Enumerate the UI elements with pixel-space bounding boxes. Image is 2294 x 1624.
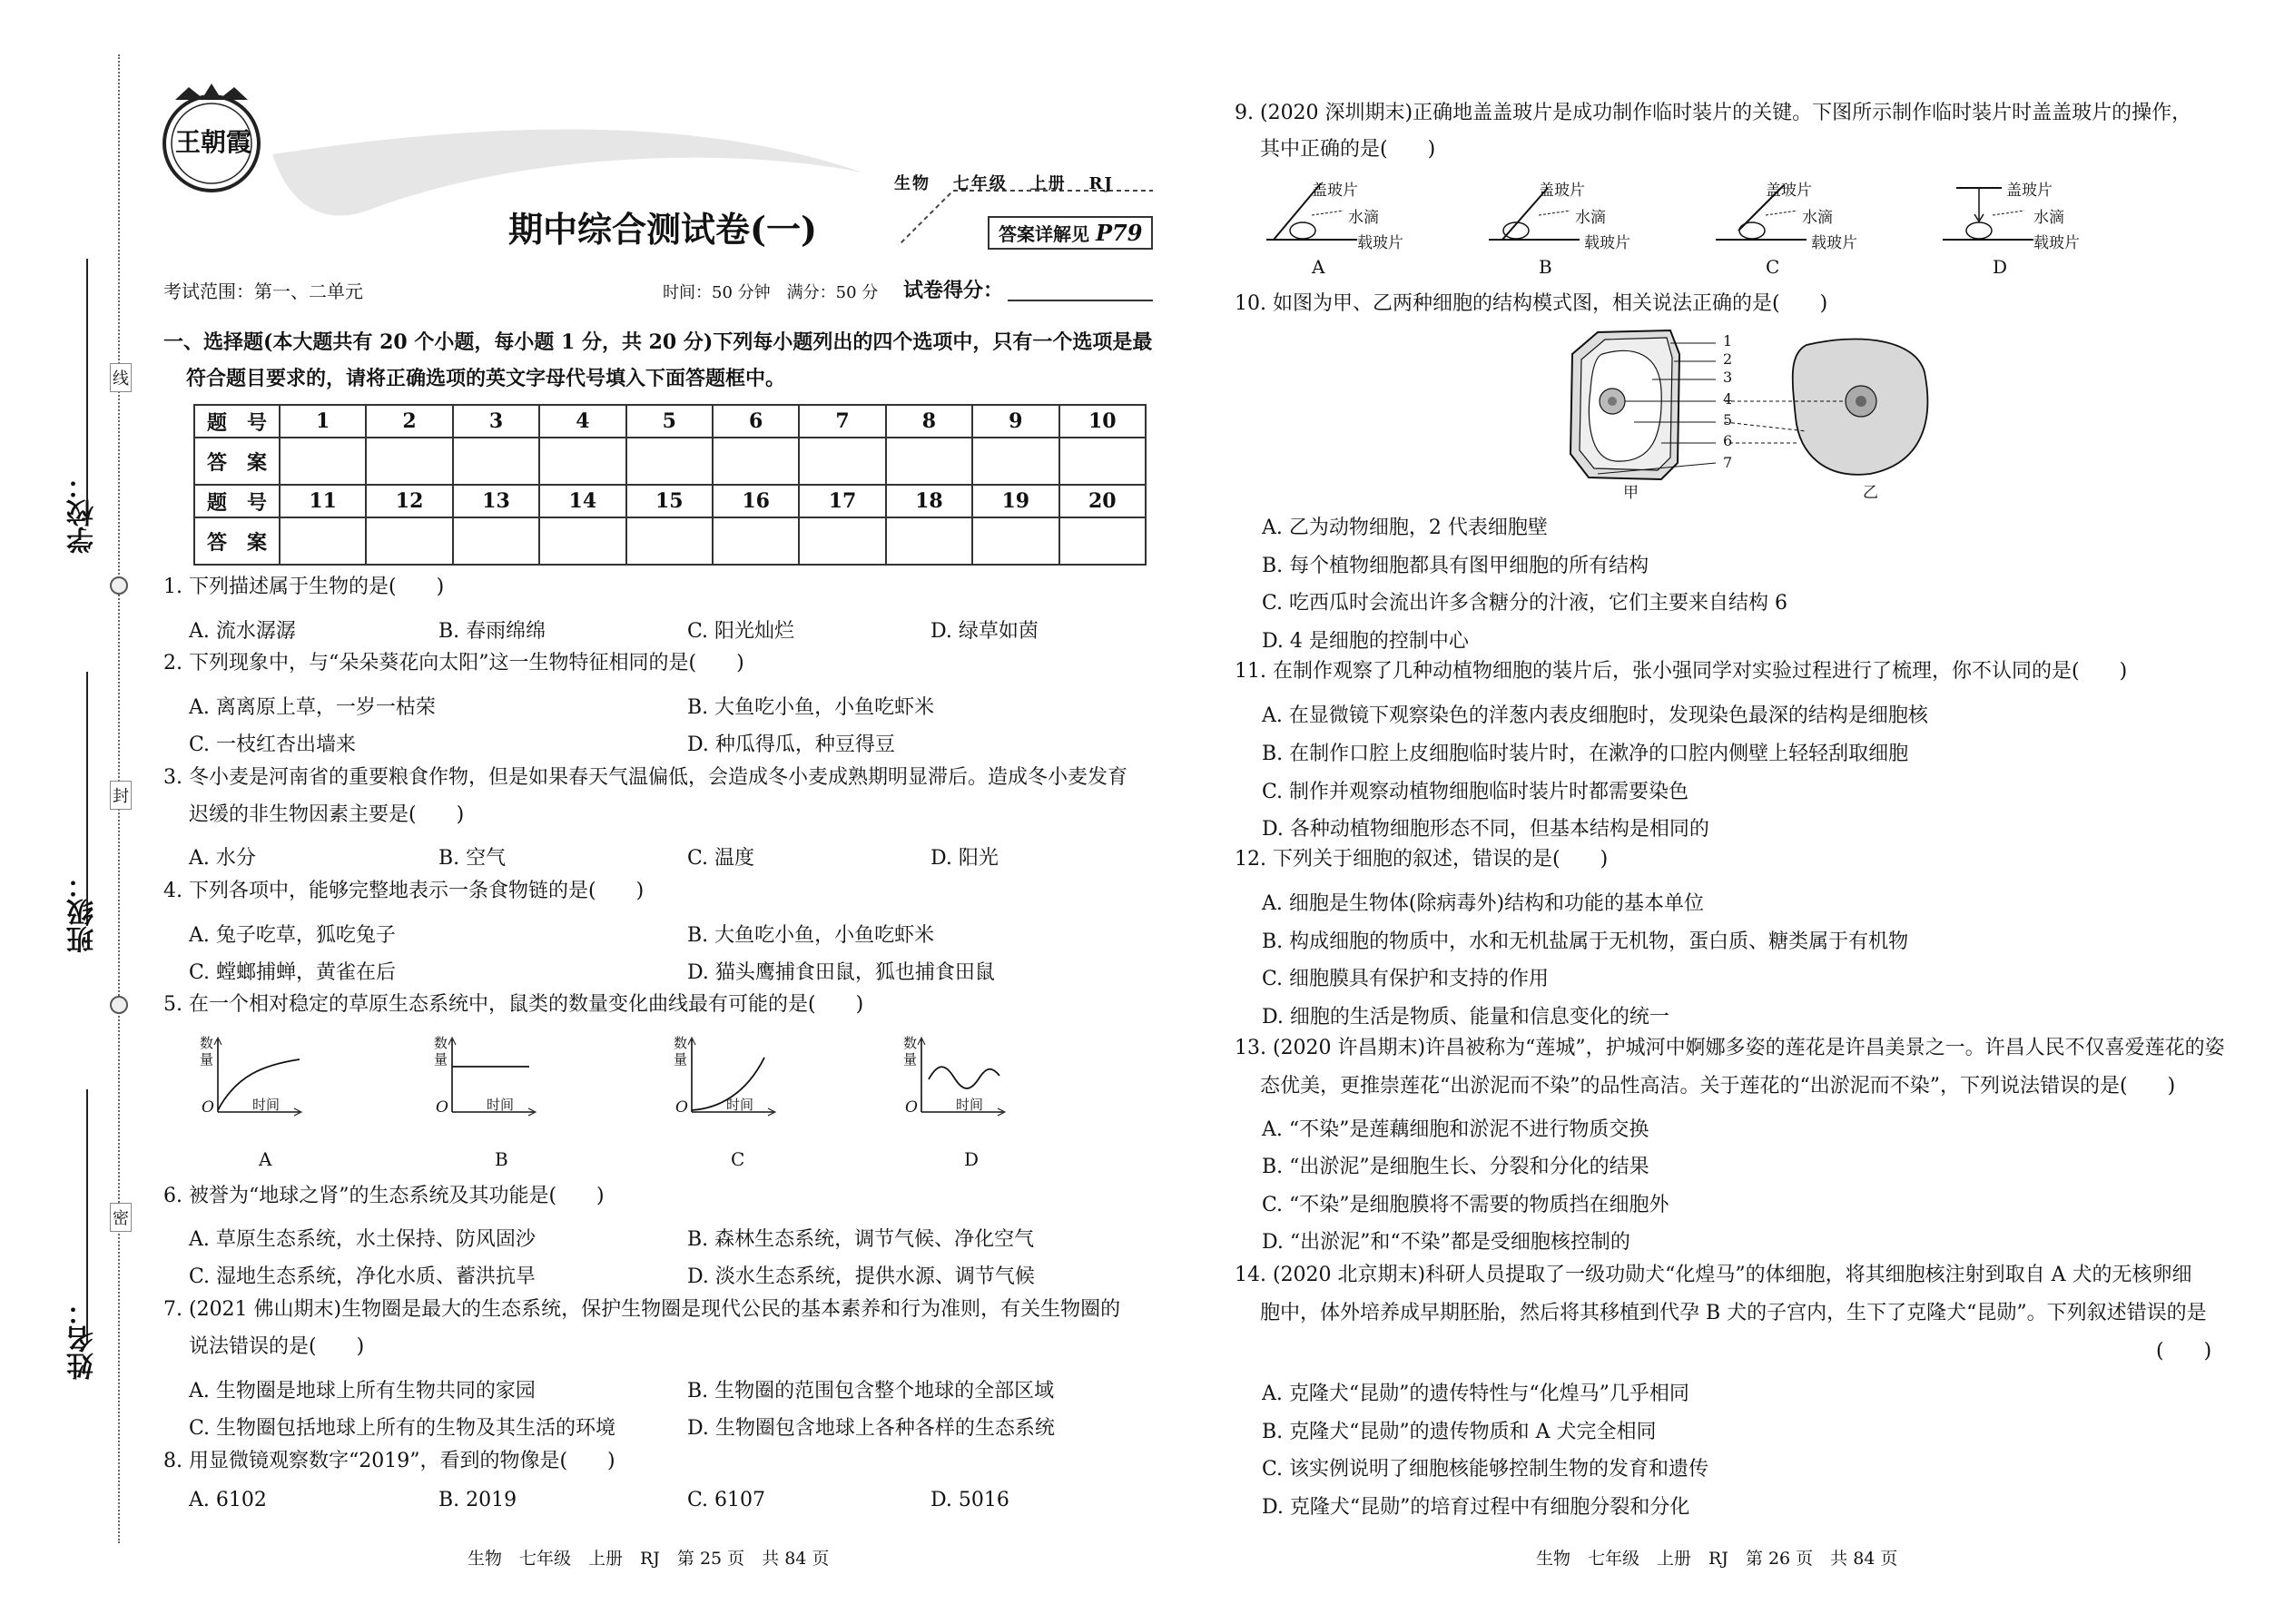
question-stem: 6. 被誉为“地球之肾”的生态系统及其功能是( ) bbox=[163, 1185, 605, 1207]
question-stem: 4. 下列各项中，能够完整地表示一条食物链的是( ) bbox=[163, 880, 645, 902]
option[interactable]: A. 水分 bbox=[189, 847, 256, 870]
option[interactable]: D bbox=[964, 1148, 980, 1170]
subject-tags bbox=[894, 171, 1114, 194]
logo-text: 王朝霞 bbox=[175, 127, 252, 157]
binding-hole bbox=[110, 576, 128, 595]
question-stem: 12. 下列关于细胞的叙述，错误的是( ) bbox=[1235, 848, 1609, 871]
option[interactable]: C. 该实例说明了细胞核能够控制生物的发育和遗传 bbox=[1262, 1458, 1709, 1481]
option[interactable]: C bbox=[731, 1148, 745, 1170]
table-label: 题 号 bbox=[194, 485, 280, 517]
diagram-number: 7 bbox=[1723, 454, 1733, 471]
time-score: 时间：50 分钟 满分：50 分 bbox=[663, 283, 879, 302]
label-slide: 载玻片 bbox=[2033, 234, 2080, 252]
diagram-number: 5 bbox=[1723, 411, 1733, 428]
answer-cell[interactable] bbox=[713, 438, 799, 485]
tag-subject: 生物 bbox=[894, 174, 930, 193]
table-number: 20 bbox=[1059, 485, 1146, 517]
answer-cell[interactable] bbox=[972, 438, 1058, 485]
option[interactable]: B bbox=[495, 1148, 508, 1170]
label-coverslip: 盖玻片 bbox=[1312, 182, 1358, 200]
option[interactable]: D. 淡水生态系统，提供水源、调节气候 bbox=[687, 1265, 1035, 1288]
answer-cell[interactable] bbox=[886, 517, 972, 565]
graph-origin: O bbox=[202, 1098, 214, 1117]
question-stem: 其中正确的是( ) bbox=[1260, 138, 1436, 161]
option[interactable]: A. 克隆犬“昆勋”的遗传特性与“化煌马”几乎相同 bbox=[1262, 1383, 1689, 1405]
option[interactable]: A. “不染”是莲藕细胞和淤泥不进行物质交换 bbox=[1262, 1118, 1649, 1141]
answer-cell[interactable] bbox=[972, 517, 1058, 565]
table-number: 18 bbox=[886, 485, 972, 517]
option[interactable]: D. 种瓜得瓜，种豆得豆 bbox=[687, 733, 895, 756]
question-stem: 10. 如图为甲、乙两种细胞的结构模式图，相关说法正确的是( ) bbox=[1235, 292, 1828, 315]
label-water: 水滴 bbox=[2033, 209, 2064, 227]
option[interactable]: B. 2019 bbox=[438, 1489, 517, 1511]
table-number: 19 bbox=[972, 485, 1058, 517]
option[interactable]: C. “不染”是细胞膜将不需要的物质挡在细胞外 bbox=[1262, 1194, 1669, 1216]
diagram-number: 6 bbox=[1723, 432, 1733, 449]
question-stem: 14. (2020 北京期末)科研人员提取了一级功勋犬“化煌马”的体细胞，将其细胞核注射到取自 A 犬的无核卵细 bbox=[1235, 1264, 2192, 1286]
option[interactable]: C. 制作并观察动植物细胞临时装片时都需要染色 bbox=[1262, 781, 1689, 803]
answer-cell[interactable] bbox=[799, 517, 885, 565]
answer-cell[interactable] bbox=[626, 438, 713, 485]
option-a-mirrored[interactable] bbox=[189, 1489, 267, 1511]
answer-cell[interactable] bbox=[453, 517, 539, 565]
question-stem: 8. 用显微镜观察数字“2019”，看到的物像是( ) bbox=[163, 1450, 615, 1472]
option[interactable]: A. 离离原上草，一岁一枯荣 bbox=[189, 696, 436, 719]
option[interactable]: B. 构成细胞的物质中，水和无机盐属于无机物，蛋白质、糖类属于有机物 bbox=[1262, 930, 1909, 953]
table-label: 答 案 bbox=[194, 438, 280, 485]
answer-cell[interactable] bbox=[1059, 517, 1146, 565]
option[interactable]: D. 阳光 bbox=[930, 847, 999, 870]
exam-scope: 考试范围：第一、二单元 bbox=[163, 281, 363, 302]
option[interactable]: B. 每个植物细胞都具有图甲细胞的所有结构 bbox=[1262, 555, 1649, 577]
table-number: 3 bbox=[453, 405, 539, 438]
label-slide: 载玻片 bbox=[1584, 234, 1630, 252]
option[interactable]: B. 大鱼吃小鱼，小鱼吃虾米 bbox=[687, 924, 935, 947]
graph-x-label: 时间 bbox=[487, 1097, 515, 1113]
label-water: 水滴 bbox=[1575, 209, 1606, 227]
option-a-text: A. 6102 bbox=[189, 1489, 267, 1511]
score-label: 试卷得分： bbox=[903, 279, 1004, 302]
footer-right: 生物 七年级 上册 RJ 第 26 页 共 84 页 bbox=[1536, 1549, 1898, 1569]
option[interactable]: D. 生物圈包含地球上各种各样的生态系统 bbox=[687, 1417, 1055, 1440]
answer-table bbox=[193, 404, 1147, 566]
question-stem: 说法错误的是( ) bbox=[189, 1335, 365, 1358]
graph-x-label: 时间 bbox=[252, 1097, 281, 1113]
option[interactable]: C. 细胞膜具有保护和支持的作用 bbox=[1262, 968, 1550, 990]
graph-x-label: 时间 bbox=[956, 1097, 984, 1113]
answer-cell[interactable] bbox=[280, 517, 366, 565]
option[interactable]: D. 5016 bbox=[930, 1489, 1009, 1511]
question-stem: 迟缓的非生物因素主要是( ) bbox=[189, 803, 465, 826]
diagram-number: 4 bbox=[1723, 390, 1733, 408]
option[interactable]: B. 森林生态系统，调节气候、净化空气 bbox=[687, 1228, 1035, 1251]
cell-label-plant: 甲 bbox=[1623, 484, 1639, 502]
answer-cell[interactable] bbox=[1059, 438, 1146, 485]
question-stem: 胞中，体外培养成早期胚胎，然后将其移植到代孕 B 犬的子宫内，生下了克隆犬“昆勋”。下列叙述错误的是 bbox=[1260, 1302, 2207, 1324]
option[interactable]: A. 流水潺潺 bbox=[189, 620, 296, 643]
question-stem: 13. (2020 许昌期末)许昌被称为“莲城”，护城河中婀娜多姿的莲花是许昌美景之一。许昌人民不仅喜爱莲花的姿 bbox=[1235, 1037, 2225, 1059]
option[interactable]: C. 阳光灿烂 bbox=[687, 620, 795, 643]
option[interactable]: A bbox=[259, 1148, 272, 1170]
table-number: 14 bbox=[539, 485, 625, 517]
graph-y-label: 数量 bbox=[674, 1035, 688, 1068]
option[interactable]: A. 草原生态系统，水土保持、防风固沙 bbox=[189, 1228, 536, 1251]
table-number: 8 bbox=[886, 405, 972, 438]
question-stem: 5. 在一个相对稳定的草原生态系统中，鼠类的数量变化曲线最有可能的是( ) bbox=[163, 993, 864, 1016]
answer-cell[interactable] bbox=[366, 517, 452, 565]
option[interactable]: B. 大鱼吃小鱼，小鱼吃虾米 bbox=[687, 696, 935, 719]
page-title: 期中综合测试卷(一) bbox=[508, 209, 817, 250]
option[interactable]: A. 乙为动物细胞，2 代表细胞壁 bbox=[1262, 517, 1548, 539]
option[interactable]: C. 一枝红杏出墙来 bbox=[189, 733, 357, 756]
graph-origin: O bbox=[675, 1098, 688, 1117]
option[interactable]: C. 吃西瓜时会流出许多含糖分的汁液，它们主要来自结构 6 bbox=[1262, 592, 1788, 615]
answer-cell[interactable] bbox=[366, 438, 452, 485]
table-number: 4 bbox=[539, 405, 625, 438]
option[interactable]: C. 6107 bbox=[687, 1489, 766, 1511]
seal-mark-secret: 密 bbox=[110, 1203, 132, 1232]
option[interactable]: C. 螳螂捕蝉，黄雀在后 bbox=[189, 961, 397, 984]
cell-label-animal: 乙 bbox=[1863, 484, 1878, 502]
table-label: 答 案 bbox=[194, 517, 280, 565]
graph-origin: O bbox=[436, 1098, 448, 1117]
answer-cell[interactable] bbox=[713, 517, 799, 565]
table-number: 11 bbox=[280, 485, 366, 517]
option[interactable]: D. 克隆犬“昆勋”的培育过程中有细胞分裂和分化 bbox=[1262, 1496, 1690, 1519]
option[interactable]: D. 细胞的生活是物质、能量和信息变化的统一 bbox=[1262, 1006, 1669, 1029]
footer-left: 生物 七年级 上册 RJ 第 25 页 共 84 页 bbox=[468, 1549, 830, 1569]
section-instruction: 符合题目要求的，请将正确选项的英文字母代号填入下面答题框中。 bbox=[186, 367, 786, 390]
graph-x-label: 时间 bbox=[726, 1097, 754, 1113]
answer-ref-prefix: 答案详解见 bbox=[999, 223, 1089, 245]
table-number: 17 bbox=[799, 485, 885, 517]
option[interactable]: B. 春雨绵绵 bbox=[438, 620, 546, 643]
option[interactable]: C. 温度 bbox=[687, 847, 755, 870]
option[interactable]: C. 湿地生态系统，净化水质、蓄洪抗旱 bbox=[189, 1265, 537, 1288]
question-stem: 1. 下列描述属于生物的是( ) bbox=[163, 576, 445, 598]
option[interactable]: D. 猫头鹰捕食田鼠，狐也捕食田鼠 bbox=[687, 961, 995, 984]
table-number: 9 bbox=[972, 405, 1058, 438]
option[interactable]: B bbox=[1539, 256, 1552, 278]
option[interactable]: D. 4 是细胞的控制中心 bbox=[1262, 630, 1469, 653]
table-number: 7 bbox=[799, 405, 885, 438]
option[interactable]: D. 绿草如茵 bbox=[930, 620, 1039, 643]
answer-cell[interactable] bbox=[280, 438, 366, 485]
option[interactable]: D. 各种动植物细胞形态不同，但基本结构是相同的 bbox=[1262, 818, 1709, 841]
question-stem: 7. (2021 佛山期末)生物圈是最大的生态系统，保护生物圈是现代公民的基本素养和行为准则，有关生物圈的 bbox=[163, 1298, 1121, 1321]
diagram-number: 1 bbox=[1723, 332, 1733, 349]
tag-grade: 七年级 bbox=[952, 174, 1008, 193]
option[interactable]: A. 兔子吃草，狐吃兔子 bbox=[189, 924, 396, 947]
tag-edition: RJ bbox=[1088, 174, 1114, 193]
option[interactable]: A. 在显微镜下观察染色的洋葱内表皮细胞时，发现染色最深的结构是细胞核 bbox=[1262, 704, 1928, 727]
answer-ref-page: P79 bbox=[1095, 220, 1143, 246]
label-coverslip: 盖玻片 bbox=[1766, 182, 1812, 200]
option[interactable]: A bbox=[1312, 256, 1325, 278]
label-coverslip: 盖玻片 bbox=[1539, 182, 1585, 200]
table-number: 10 bbox=[1059, 405, 1146, 438]
answer-cell[interactable] bbox=[539, 438, 625, 485]
seal-mark-seal: 封 bbox=[110, 781, 132, 810]
graph-origin: O bbox=[905, 1098, 918, 1117]
table-number: 15 bbox=[626, 485, 713, 517]
seal-mark-line: 线 bbox=[110, 363, 132, 392]
option[interactable]: B. “出淤泥”是细胞生长、分裂和分化的结果 bbox=[1262, 1156, 1649, 1178]
option[interactable]: A. 生物圈是地球上所有生物共同的家园 bbox=[189, 1380, 536, 1403]
answer-bracket: ( ) bbox=[2156, 1340, 2212, 1363]
question-stem: 3. 冬小麦是河南省的重要粮食作物，但是如果春天气温偏低，会造成冬小麦成熟期明显滞后。造成冬小麦发育 bbox=[163, 766, 1127, 789]
option[interactable]: B. 在制作口腔上皮细胞临时装片时，在漱净的口腔内侧壁上轻轻刮取细胞 bbox=[1262, 743, 1909, 765]
section-instruction: 一、选择题(本大题共有 20 个小题，每小题 1 分，共 20 分)下列每小题列出的四个选项中，只有一个选项是最 bbox=[163, 330, 1153, 354]
option[interactable]: B. 生物圈的范围包含整个地球的全部区域 bbox=[687, 1380, 1055, 1403]
label-slide: 载玻片 bbox=[1811, 234, 1857, 252]
option[interactable]: D. “出淤泥”和“不染”都是受细胞核控制的 bbox=[1262, 1231, 1630, 1254]
table-label: 题 号 bbox=[194, 405, 280, 438]
table-number: 2 bbox=[366, 405, 452, 438]
answer-cell[interactable] bbox=[453, 438, 539, 485]
question-stem: 2. 下列现象中，与“朵朵葵花向太阳”这一生物特征相同的是( ) bbox=[163, 652, 744, 674]
question-stem: 11. 在制作观察了几种动植物细胞的装片后，张小强同学对实验过程进行了梳理，你不认同的是( ) bbox=[1235, 660, 2128, 683]
table-number: 13 bbox=[453, 485, 539, 517]
diagram-number: 3 bbox=[1723, 369, 1733, 386]
table-number: 16 bbox=[713, 485, 799, 517]
graph-y-label: 数量 bbox=[434, 1035, 448, 1068]
tag-volume: 上册 bbox=[1029, 174, 1067, 193]
table-number: 1 bbox=[280, 405, 366, 438]
option[interactable]: D bbox=[1993, 256, 2008, 278]
label-slide: 载玻片 bbox=[1357, 234, 1403, 252]
option[interactable]: B. 空气 bbox=[438, 847, 507, 870]
question-stem: 9. (2020 深圳期末)正确地盖盖玻片是成功制作临时装片的关键。下图所示制作临时装片时盖盖玻片的操作， bbox=[1235, 102, 2192, 124]
option[interactable]: C. 生物圈包括地球上所有的生物及其生活的环境 bbox=[189, 1417, 616, 1440]
binding-hole bbox=[110, 996, 128, 1014]
table-number: 5 bbox=[626, 405, 713, 438]
label-water: 水滴 bbox=[1802, 209, 1833, 227]
answer-cell[interactable] bbox=[799, 438, 885, 485]
score-blank bbox=[1008, 300, 1153, 301]
answer-reference bbox=[988, 216, 1153, 250]
class-label: 班级： bbox=[67, 871, 99, 953]
table-number: 12 bbox=[366, 485, 452, 517]
answer-cell[interactable] bbox=[886, 438, 972, 485]
option[interactable]: C bbox=[1766, 256, 1780, 278]
table-number: 6 bbox=[713, 405, 799, 438]
cell-diagram bbox=[1561, 327, 1943, 486]
graph-y-label: 数量 bbox=[200, 1035, 214, 1068]
school-label: 学校： bbox=[67, 472, 99, 554]
diagram-number: 2 bbox=[1723, 350, 1733, 368]
question-stem: 态优美，更推崇莲花“出淤泥而不染”的品性高洁。关于莲花的“出淤泥而不染”，下列说法错误的是( ) bbox=[1260, 1075, 2176, 1097]
answer-cell[interactable] bbox=[626, 517, 713, 565]
graph-y-label: 数量 bbox=[903, 1035, 918, 1068]
option[interactable]: A. 细胞是生物体(除病毒外)结构和功能的基本单位 bbox=[1262, 892, 1705, 915]
name-label: 姓名： bbox=[67, 1298, 99, 1380]
option[interactable]: B. 克隆犬“昆勋”的遗传物质和 A 犬完全相同 bbox=[1262, 1421, 1657, 1443]
answer-cell[interactable] bbox=[539, 517, 625, 565]
label-coverslip: 盖玻片 bbox=[2006, 182, 2053, 200]
label-water: 水滴 bbox=[1348, 209, 1379, 227]
